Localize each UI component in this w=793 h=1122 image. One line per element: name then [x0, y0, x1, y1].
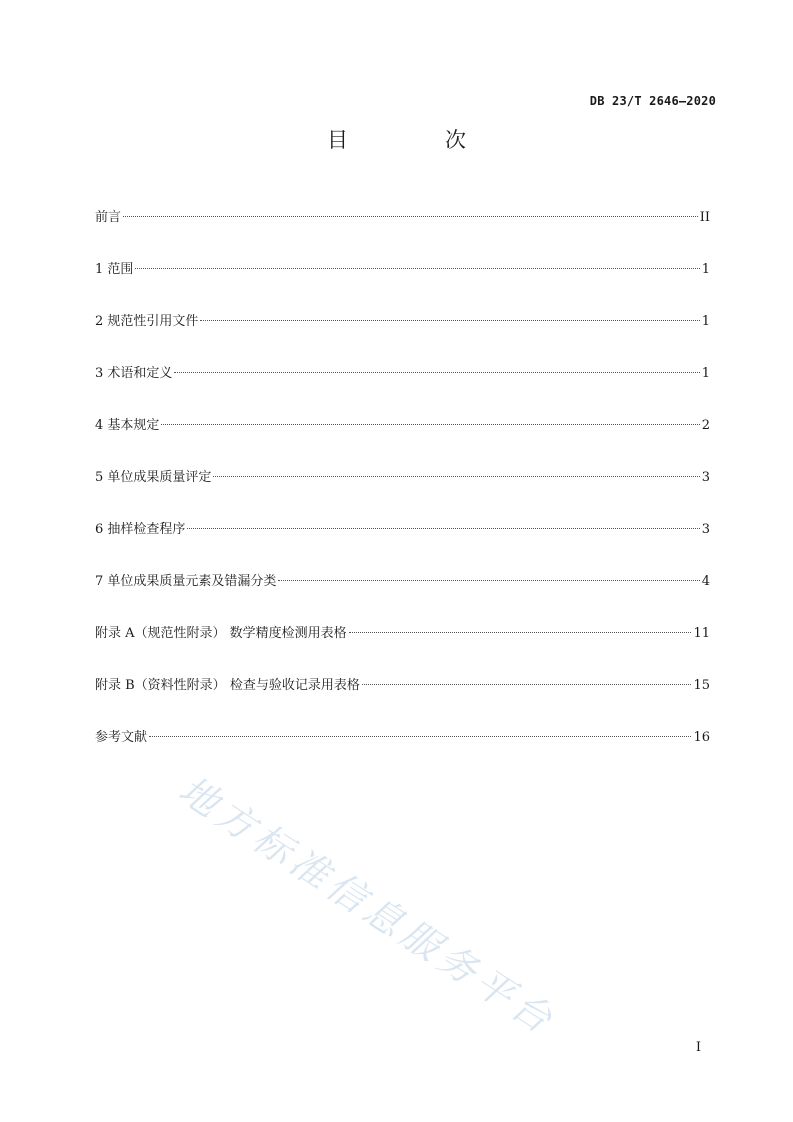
toc-entry-label: 2 规范性引用文件	[95, 314, 199, 329]
toc-entry-scope[interactable]	[95, 260, 710, 312]
toc-entry-page: 16	[693, 730, 710, 745]
toc-leader-dots	[187, 528, 699, 529]
toc-entry-page: 3	[701, 470, 710, 485]
toc-leader-dots	[362, 684, 692, 685]
toc-entry-appendix-a[interactable]	[95, 624, 710, 676]
toc-leader-dots	[161, 424, 699, 425]
toc-entry-page: 1	[701, 314, 710, 329]
page-title: 目 次	[327, 128, 504, 152]
table-of-contents	[95, 208, 710, 780]
toc-entry-appendix-b[interactable]	[95, 676, 710, 728]
toc-entry-page: 2	[701, 418, 710, 433]
toc-entry-quality-elements[interactable]	[95, 572, 710, 624]
toc-entry-page: 1	[701, 366, 710, 381]
toc-leader-dots	[123, 216, 698, 217]
toc-entry-label: 附录 A（规范性附录） 数学精度检测用表格	[95, 626, 347, 641]
toc-entry-label: 7 单位成果质量元素及错漏分类	[95, 574, 277, 589]
toc-entry-basic-provisions[interactable]	[95, 416, 710, 468]
toc-entry-label: 3 术语和定义	[95, 366, 173, 381]
toc-entry-normative-references[interactable]	[95, 312, 710, 364]
toc-leader-dots	[135, 268, 699, 269]
page-number: I	[695, 1040, 701, 1055]
toc-entry-page: II	[699, 210, 710, 225]
toc-entry-terms-definitions[interactable]	[95, 364, 710, 416]
toc-entry-label: 4 基本规定	[95, 418, 160, 433]
toc-entry-page: 15	[693, 678, 710, 693]
document-code: DB 23/T 2646—2020	[589, 94, 716, 108]
watermark: 地方标准信息服务平台	[171, 767, 565, 1045]
toc-entry-label: 参考文献	[95, 730, 148, 745]
toc-entry-label: 1 范围	[95, 262, 134, 277]
toc-leader-dots	[349, 632, 692, 633]
toc-entry-page: 4	[701, 574, 710, 589]
toc-entry-label: 6 抽样检查程序	[95, 522, 186, 537]
toc-entry-page: 3	[701, 522, 710, 537]
toc-leader-dots	[149, 736, 691, 737]
toc-entry-label: 5 单位成果质量评定	[95, 470, 212, 485]
toc-entry-label: 前言	[95, 210, 122, 225]
toc-entry-page: 11	[693, 626, 710, 641]
toc-leader-dots	[213, 476, 699, 477]
toc-entry-bibliography[interactable]	[95, 728, 710, 780]
toc-entry-label: 附录 B（资料性附录） 检查与验收记录用表格	[95, 678, 360, 693]
toc-leader-dots	[174, 372, 699, 373]
toc-entry-unit-quality-evaluation[interactable]	[95, 468, 710, 520]
toc-entry-foreword[interactable]	[95, 208, 710, 260]
toc-entry-page: 1	[701, 262, 710, 277]
toc-entry-sampling-procedure[interactable]	[95, 520, 710, 572]
toc-leader-dots	[200, 320, 699, 321]
toc-leader-dots	[278, 580, 699, 581]
